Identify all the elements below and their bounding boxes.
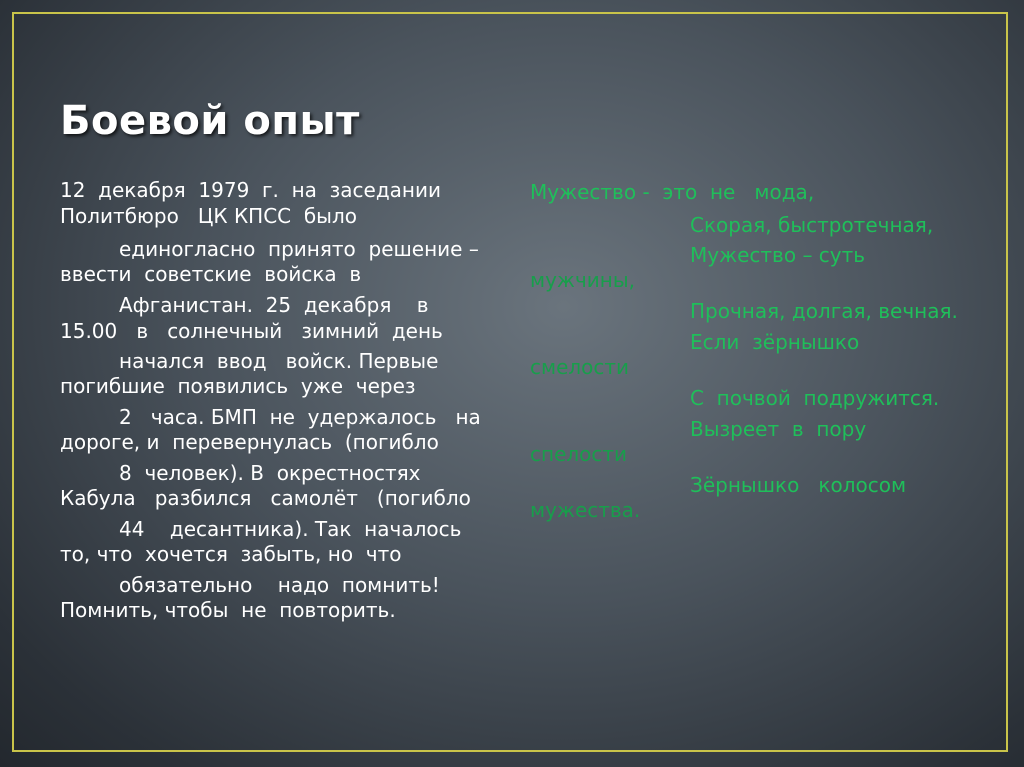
poem-line: Скорая, быстротечная, [690, 213, 934, 237]
text-line: 8 человек). В окрестностях [119, 461, 421, 485]
poem-line: мужчины, [530, 268, 635, 292]
text-line: начался ввод войск. Первые [119, 349, 439, 373]
text-line: 12 декабря 1979 г. на заседании [60, 178, 441, 202]
poem-line: мужества. [530, 498, 641, 522]
text-line: Политбюро ЦК КПСС было [60, 204, 357, 228]
poem-line: спелости [530, 442, 628, 466]
text-line: то, что хочется забыть, но что [60, 542, 402, 566]
text-line: Помнить, чтобы не повторить. [60, 598, 396, 622]
slide-title: Боевой опыт [60, 98, 360, 144]
poem-line: смелости [530, 355, 630, 379]
poem-line: Зёрнышко колосом [690, 473, 907, 497]
text-line: 15.00 в солнечный зимний день [60, 319, 443, 343]
poem-line: Мужество – суть [690, 243, 866, 267]
text-line: обязательно надо помнить! [119, 573, 440, 597]
poem-line: С почвой подружится. [690, 386, 940, 410]
text-line: погибшие появились уже через [60, 374, 416, 398]
text-line: ввести советские войска в [60, 262, 362, 286]
text-line: дороге, и перевернулась (погибло [60, 430, 439, 454]
poem-line: Вызреет в пору [690, 417, 867, 441]
text-line: 2 часа. БМП не удержалось на [119, 405, 481, 429]
poem-line: Если зёрнышко [690, 330, 860, 354]
poem-line: Мужество - это не мода, [530, 180, 815, 204]
poem-line: Прочная, долгая, вечная. [690, 299, 958, 323]
text-line: Кабула разбился самолёт (погибло [60, 486, 471, 510]
text-line: Афганистан. 25 декабря в [119, 293, 429, 317]
text-line: единогласно принято решение – [119, 237, 479, 261]
text-line: 44 десантника). Так началось [119, 517, 462, 541]
